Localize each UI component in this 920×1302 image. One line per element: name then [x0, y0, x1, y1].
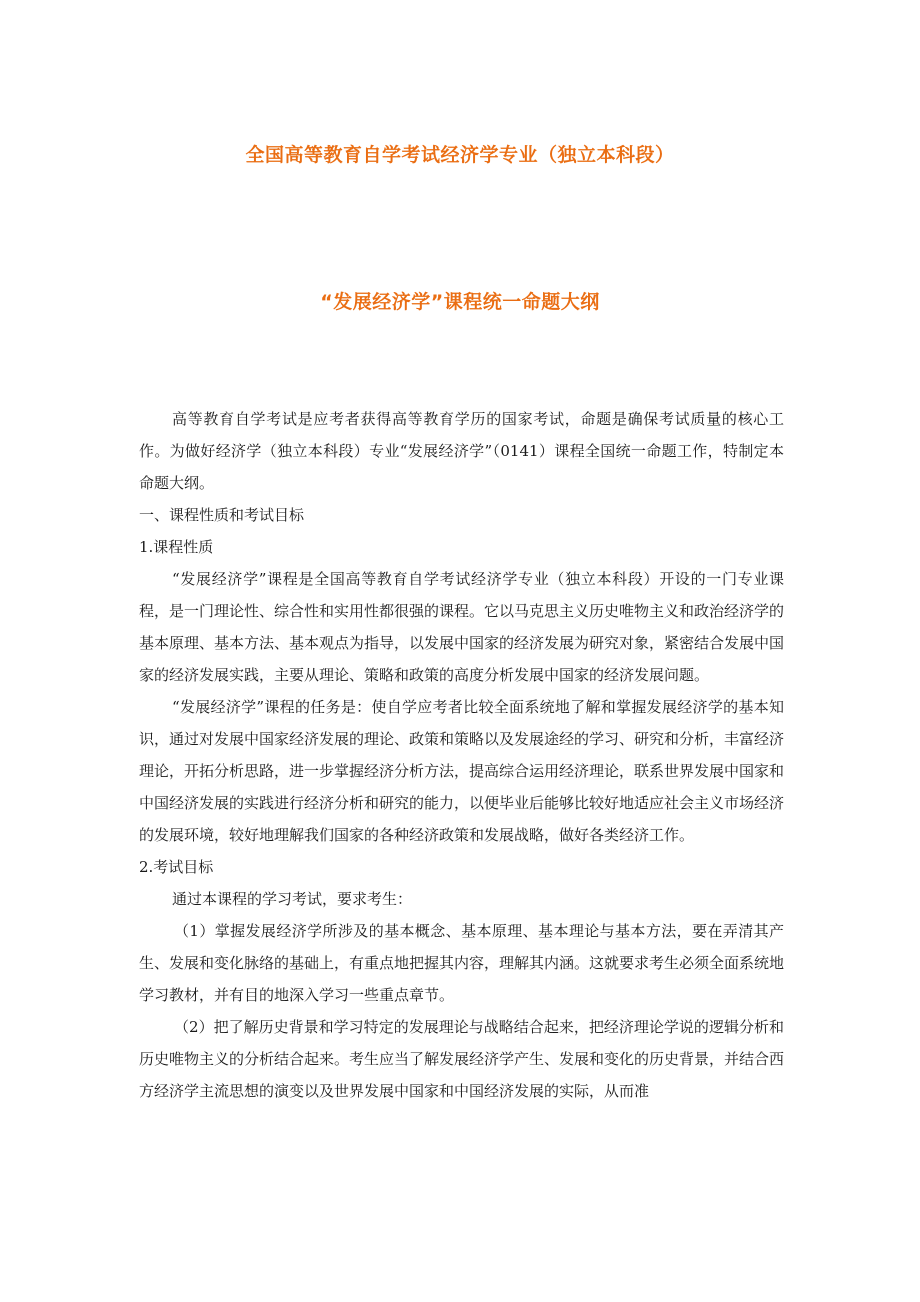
document-subtitle: “发展经济学”课程统一命题大纲 — [320, 291, 600, 313]
subsection-heading-course-nature: 1.课程性质 — [139, 538, 214, 556]
document-title: 全国高等教育自学考试经济学专业（独立本科段） — [245, 144, 675, 166]
paragraph-exam-requirement: 通过本课程的学习考试，要求考生： — [172, 890, 413, 908]
document-body — [139, 403, 784, 1107]
section-heading-1: 一、课程性质和考试目标 — [139, 506, 305, 524]
list-item-requirement-2: （2）把了解历史背景和学习特定的发展理论与战略结合起来，把经济理论学说的逻辑分析和历史唯物主义的分析结合起来。考生应当了解发展经济学产生、发展和变化的历史背景，并结合西方经济学主流思想的演变以及世界发展中国家和中国经济发展的实际，从而准 — [139, 1018, 785, 1100]
subsection-heading-exam-goal: 2.考试目标 — [139, 858, 214, 876]
paragraph-course-task: “发展经济学”课程的任务是：使自学应考者比较全面系统地了解和掌握发展经济学的基本知识，通过对发展中国家经济发展的理论、政策和策略以及发展途经的学习、研究和分析，丰富经济理论，开拓分析思路，进一步掌握经济分析方法，提高综合运用经济理论，联系世界发展中国家和中国经济发展的实践进行经济分析和研究的能力，以便毕业后能够比较好地适应社会主义市场经济的发展环境，较好地理解我们国家的各种经济政策和发展战略，做好各类经济工作。 — [139, 698, 785, 844]
list-item-requirement-1: （1）掌握发展经济学所涉及的基本概念、基本原理、基本理论与基本方法，要在弄清其产生、发展和变化脉络的基础上，有重点地把握其内容，理解其内涵。这就要求考生必须全面系统地学习教材，并有目的地深入学习一些重点章节。 — [139, 922, 785, 1004]
paragraph-intro: 高等教育自学考试是应考者获得高等教育学历的国家考试，命题是确保考试质量的核心工作。为做好经济学（独立本科段）专业“发展经济学”（0141）课程全国统一命题工作，特制定本命题大纲。 — [139, 410, 784, 492]
paragraph-course-nature: “发展经济学”课程是全国高等教育自学考试经济学专业（独立本科段）开设的一门专业课程，是一门理论性、综合性和实用性都很强的课程。它以马克思主义历史唯物主义和政治经济学的基本原理、基本方法、基本观点为指导，以发展中国家的经济发展为研究对象，紧密结合发展中国家的经济发展实践，主要从理论、策略和政策的高度分析发展中国家的经济发展问题。 — [139, 570, 785, 684]
